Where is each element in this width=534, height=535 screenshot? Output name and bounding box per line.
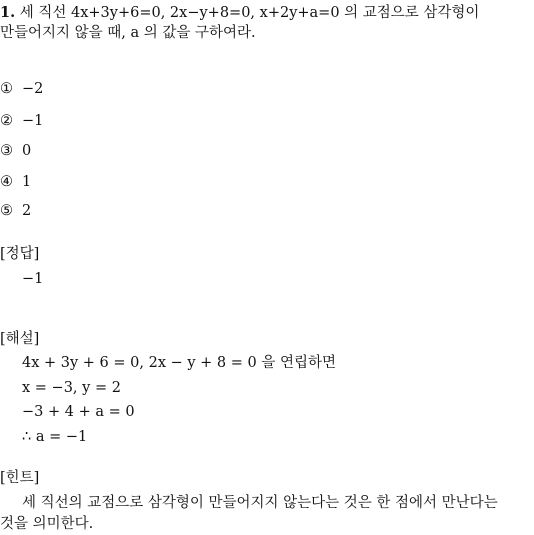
explanation-line: 4x + 3y + 6 = 0, 2x − y + 8 = 0 을 연립하면 xyxy=(22,355,336,371)
option-mark: ③ xyxy=(0,143,13,159)
option-value: 2 xyxy=(22,203,32,219)
option-value: −1 xyxy=(22,113,44,129)
option-4 xyxy=(0,172,31,192)
option-value: 1 xyxy=(22,174,32,190)
option-5 xyxy=(0,201,31,221)
hint-label: [힌트] xyxy=(0,470,40,486)
option-mark: ② xyxy=(0,113,13,129)
option-value: 0 xyxy=(22,143,32,159)
option-2 xyxy=(0,111,43,131)
explanation-line: −3 + 4 + a = 0 xyxy=(22,404,135,420)
hint-line-2: 것을 의미한다. xyxy=(0,516,94,532)
option-3 xyxy=(0,141,31,161)
explanation-line: x = −3, y = 2 xyxy=(22,380,121,396)
option-mark: ⑤ xyxy=(0,203,13,219)
option-mark: ① xyxy=(0,81,13,97)
question-number: 1. xyxy=(0,4,16,21)
question-line-2: 만들어지지 않을 때, a 의 값을 구하여라. xyxy=(0,25,256,41)
option-1 xyxy=(0,79,43,99)
option-value: −2 xyxy=(22,81,44,97)
option-mark: ④ xyxy=(0,174,13,190)
answer-value: −1 xyxy=(22,271,44,287)
hint-line-1: 세 직선의 교점으로 삼각형이 만들어지지 않는다는 것은 한 점에서 만난다는 xyxy=(22,495,498,511)
question-line-1 xyxy=(0,3,479,23)
explanation-label: [해설] xyxy=(0,331,40,347)
answer-label: [정답] xyxy=(0,246,40,262)
question-text-1: 세 직선 4x+3y+6=0, 2x−y+8=0, x+2y+a=0 의 교점으로 삼각형이 xyxy=(19,5,480,21)
explanation-line: ∴ a = −1 xyxy=(22,429,88,445)
